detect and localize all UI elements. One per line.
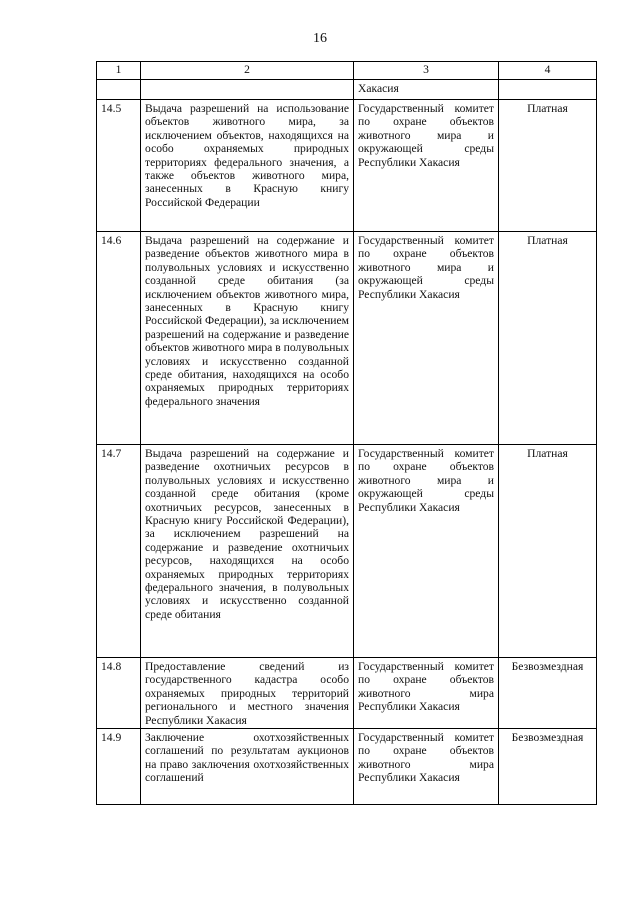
cell-service: Выдача разрешений на содержание и разведение охотничьих ресурсов в полувольных условиях и искусственно созданной среде обитания (кроме охотничьих ресурсов, занесенных в Красную книгу Российской Федерации), за исключением разрешений на содержание и разведение охотничьих ресурсов, находящихся на особо охраняемых природных территориях федерального значения, в полувольных условиях и искусственно созданной среде обитания [141, 445, 354, 658]
cell-service: Выдача разрешений на использование объектов животного мира, за исключением объектов, находящихся на особо охраняемых природных территориях федерального значения, а также объектов животного мира, занесенных в Красную книгу Российской Федерации [141, 100, 354, 232]
header-cell-1: 1 [97, 62, 141, 80]
table-row [97, 232, 597, 445]
table-row [97, 729, 597, 805]
header-cell-3: 3 [354, 62, 499, 80]
table-header-row [97, 62, 597, 80]
table-row [97, 445, 597, 658]
cell-type: Безвозмездная [499, 658, 597, 729]
header-cell-4: 4 [499, 62, 597, 80]
cell-num [97, 80, 141, 100]
cell-authority: Государственный комитет по охране объектов животного мира Республики Хакасия [354, 729, 499, 805]
cell-num: 14.9 [97, 729, 141, 805]
cell-num: 14.5 [97, 100, 141, 232]
cell-num: 14.7 [97, 445, 141, 658]
cell-type: Платная [499, 445, 597, 658]
cell-num: 14.6 [97, 232, 141, 445]
cell-authority: Государственный комитет по охране объектов животного мира и окружающей среды Республики Хакасия [354, 100, 499, 232]
table-row [97, 658, 597, 729]
cell-service: Заключение охотхозяйственных соглашений по результатам аукционов на право заключения охотхозяйственных соглашений [141, 729, 354, 805]
services-table [96, 61, 597, 805]
cell-type: Платная [499, 100, 597, 232]
cell-authority: Государственный комитет по охране объектов животного мира и окружающей среды Республики Хакасия [354, 232, 499, 445]
cell-type: Безвозмездная [499, 729, 597, 805]
continuation-row [97, 80, 597, 100]
cell-authority: Государственный комитет по охране объектов животного мира Республики Хакасия [354, 658, 499, 729]
cell-num: 14.8 [97, 658, 141, 729]
header-cell-2: 2 [141, 62, 354, 80]
cell-type: Платная [499, 232, 597, 445]
cell-service: Предоставление сведений из государственного кадастра особо охраняемых природных территорий регионального и местного значения Республики Хакасия [141, 658, 354, 729]
table-row [97, 100, 597, 232]
cell-service: Выдача разрешений на содержание и разведение объектов животного мира в полувольных условиях и искусственно созданной среде обитания (за исключением объектов животного мира, занесенных в Красную книгу Российской Федерации), за исключением разрешений на содержание и разведение объектов животного мира в полувольных условиях и искусственно созданной среде обитания, находящихся на особо охраняемых природных территориях федерального значения [141, 232, 354, 445]
cell-service [141, 80, 354, 100]
cell-authority: Государственный комитет по охране объектов животного мира и окружающей среды Республики Хакасия [354, 445, 499, 658]
cell-authority: Хакасия [354, 80, 499, 100]
cell-type [499, 80, 597, 100]
page-number: 16 [313, 31, 327, 46]
